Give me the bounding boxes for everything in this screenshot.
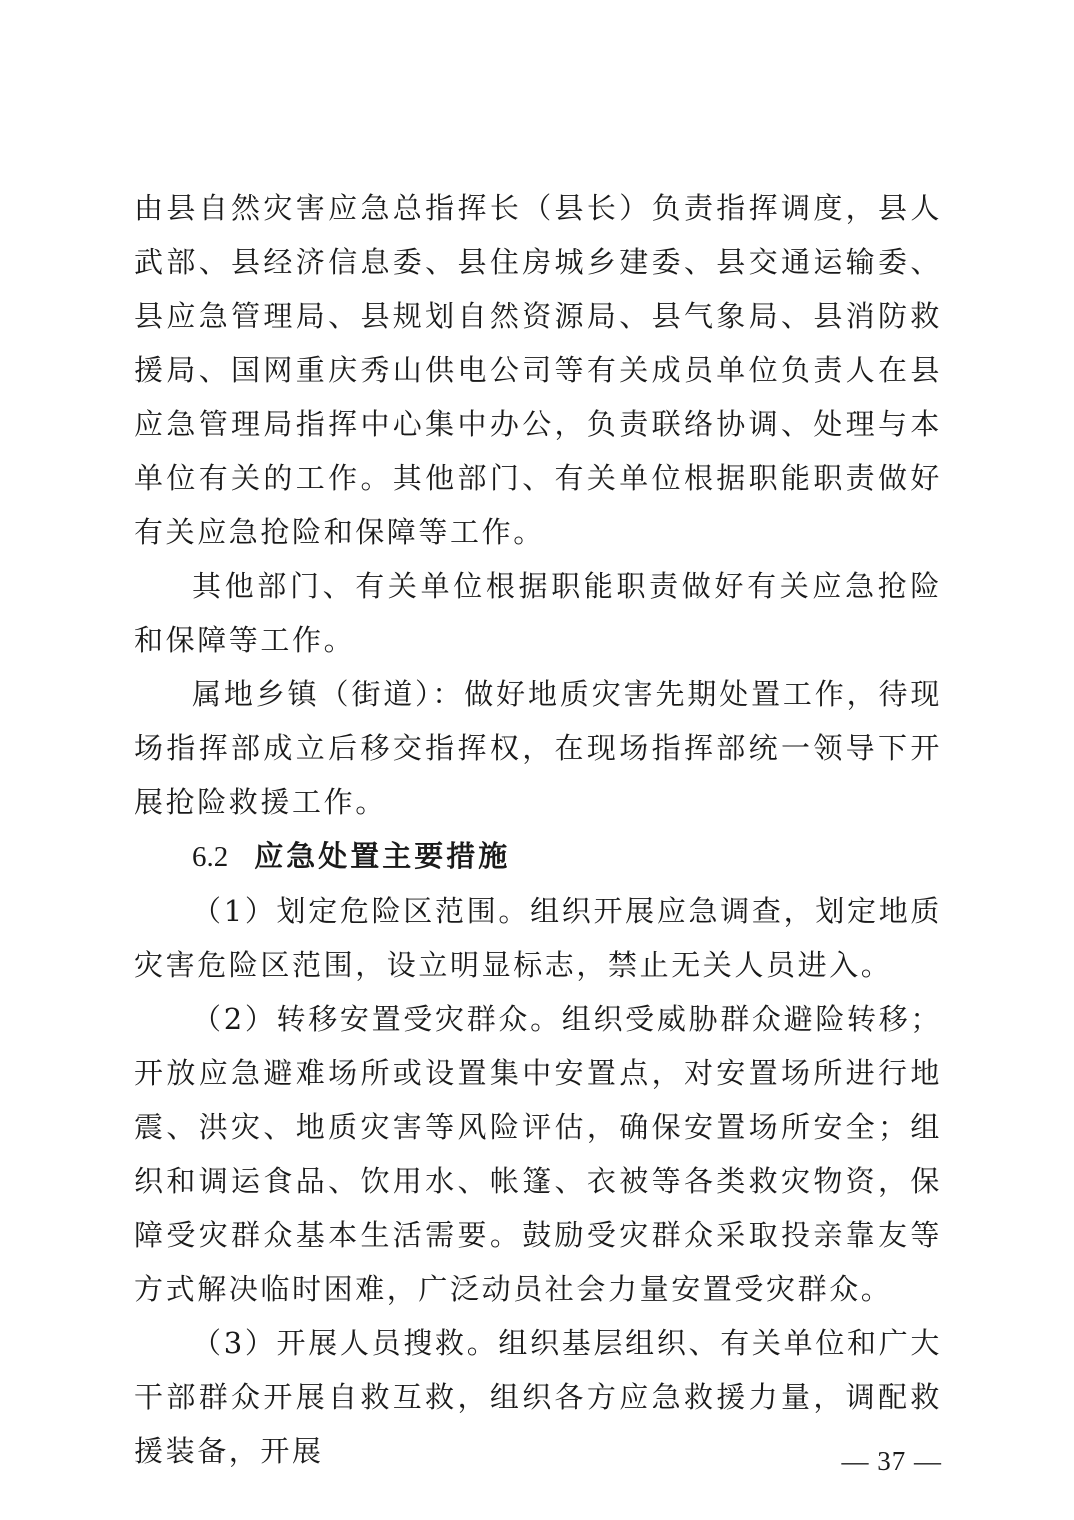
measure-1: （1）划定危险区范围。组织开展应急调查，划定地质灾害危险区范围，设立明显标志，禁止无关人员进入。 (134, 894, 942, 982)
page-number: — 37 — (841, 1446, 942, 1476)
measure-2: （2）转移安置受灾群众。组织受威胁群众避险转移；开放应急避难场所或设置集中安置点，对安置场所进行地震、洪灾、地质灾害等风险评估，确保安置场所安全；组织和调运食品、饮用水、帐篷、衣被等各类救灾物资，保障受灾群众基本生活需要。鼓励受灾群众采取投亲靠友等方式解决临时困难，广泛动员社会力量安置受灾群众。 (134, 1002, 942, 1306)
paragraph-other-departments: 其他部门、有关单位根据职能职责做好有关应急抢险和保障等工作。 (134, 569, 942, 657)
measure-3: （3）开展人员搜救。组织基层组织、有关单位和广大干部群众开展自救互救，组织各方应急救援力量，调配救援装备，开展 (134, 1326, 942, 1468)
paragraph-command-dispatch: 由县自然灾害应急总指挥长（县长）负责指挥调度，县人武部、县经济信息委、县住房城乡建委、县交通运输委、县应急管理局、县规划自然资源局、县气象局、县消防救援局、国网重庆秀山供电公司等有关成员单位负责人在县应急管理局指挥中心集中办公，负责联络协调、处理与本单位有关的工作。其他部门、有关单位根据职能职责做好有关应急抢险和保障等工作。 (134, 191, 942, 549)
section-heading (134, 829, 942, 884)
section-title: 应急处置主要措施 (254, 839, 511, 873)
body-text (134, 181, 942, 1478)
section-number: 6.2 (192, 841, 229, 873)
paragraph-local-towns: 属地乡镇（街道）：做好地质灾害先期处置工作，待现场指挥部成立后移交指挥权，在现场指挥部统一领导下开展抢险救援工作。 (134, 677, 942, 819)
